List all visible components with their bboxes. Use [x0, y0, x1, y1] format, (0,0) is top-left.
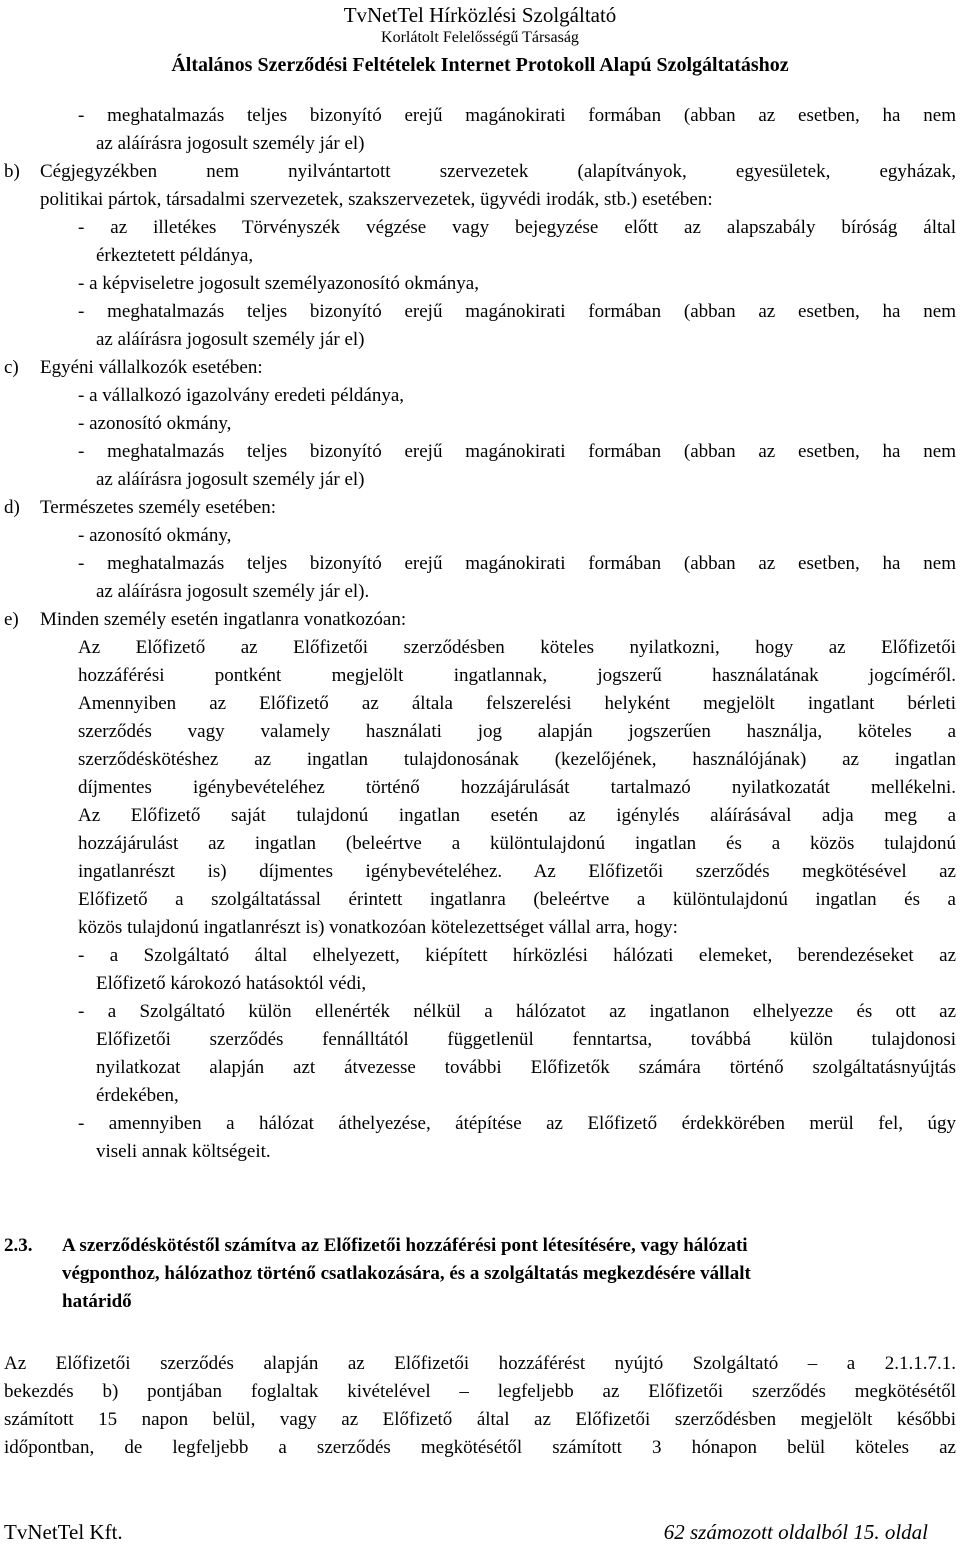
list-item-continuation: Előfizető károkozó hatásoktól védi,: [96, 973, 367, 994]
list-heading-d: [0, 494, 960, 522]
paragraph-line: közös tulajdonú ingatlanrészt is) vonatkozóan kötelezettséget vállal arra, hogy:: [78, 917, 678, 938]
list-item: - az illetékes Törvényszék végzése vagy bejegyzése előtt az alapszabály bíróság által: [78, 217, 956, 238]
section-paragraph: [4, 1350, 956, 1462]
header-document-title: Általános Szerződési Feltételek Internet Protokoll Alapú Szolgáltatáshoz: [171, 54, 789, 76]
list-item-continuation: az aláírásra jogosult személy jár el).: [96, 581, 370, 602]
list-item-continuation: az aláírásra jogosult személy jár el): [96, 133, 365, 154]
section-title-line: határidő: [62, 1291, 132, 1312]
list-item-continuation: az aláírásra jogosult személy jár el): [96, 469, 365, 490]
section-title: [62, 1232, 956, 1316]
section-title-line: végponthoz, hálózathoz történő csatlakozására, és a szolgáltatás megkezdésére vállalt: [62, 1263, 751, 1284]
list-item-continuation: az aláírásra jogosult személy jár el): [96, 329, 365, 350]
list-heading-text: Egyéni vállalkozók esetében:: [40, 357, 263, 378]
footer-page-number: 62 számozott oldalból 15. oldal: [663, 1520, 928, 1544]
list-heading-b: [0, 158, 960, 186]
list-marker: c): [4, 357, 19, 378]
section-number: 2.3.: [4, 1235, 33, 1256]
list-marker: d): [4, 497, 20, 518]
list-item: - a képviseletre jogosult személyazonosító okmánya,: [78, 273, 479, 294]
paragraph-line: hozzájárulást az ingatlan (beleértve a különtulajdonú ingatlan és a közös tulajdonú: [78, 833, 956, 854]
document-body: [0, 102, 960, 1166]
section-heading: [4, 1232, 956, 1316]
list-item: - azonosító okmány,: [78, 413, 232, 434]
paragraph-line: Az Előfizetői szerződés alapján az Előfizetői hozzáférést nyújtó Szolgáltató – a 2.1.1.7.1.: [4, 1353, 956, 1374]
paragraph-line: szerződés vagy valamely használati jog alapján jogszerűen használja, köteles a: [78, 721, 956, 742]
footer-company: TvNetTel Kft.: [4, 1520, 123, 1544]
paragraph-line: Amennyiben az Előfizető az általa felszerelési helyként megjelölt ingatlant bérleti: [78, 693, 956, 714]
paragraph-line: hozzáférési pontként megjelölt ingatlannak, jogszerű használatának jogcíméről.: [78, 665, 956, 686]
paragraph-line: Előfizető a szolgáltatással érintett ingatlanra (beleértve a különtulajdonú ingatlan és a: [78, 889, 956, 910]
list-item-continuation: érkeztetett példánya,: [96, 245, 254, 266]
paragraph-line: szerződéskötéshez az ingatlan tulajdonosának (kezelőjének, használójának) az ingatlan: [78, 749, 956, 770]
list-item: - meghatalmazás teljes bizonyító erejű magánokirati formában (abban az esetben, ha nem: [78, 301, 956, 322]
paragraph-line: díjmentes igénybevételéhez történő hozzájárulását tartalmazó nyilatkozatát mellékelni.: [78, 777, 956, 798]
list-item: - a vállalkozó igazolvány eredeti példánya,: [78, 385, 405, 406]
list-item: - a Szolgáltató által elhelyezett, kiépített hírközlési hálózati elemeket, berendezéseket az: [78, 945, 956, 966]
list-heading-text: Minden személy esetén ingatlanra vonatkozóan:: [40, 609, 407, 630]
list-heading-e: [0, 606, 960, 634]
paragraph-line: ingatlanrészt is) díjmentes igénybevételéhez. Az Előfizetői szerződés megkötésével az: [78, 861, 956, 882]
list-heading-text: Természetes személy esetében:: [40, 497, 277, 518]
list-marker: b): [4, 161, 20, 182]
header-company-form: Korlátolt Felelősségű Társaság: [381, 29, 579, 46]
list-item: - a Szolgáltató külön ellenérték nélkül a hálózatot az ingatlanon elhelyezze és ott az: [78, 1001, 956, 1022]
list-marker: e): [4, 609, 19, 630]
paragraph-line: bekezdés b) pontjában foglaltak kivételével – legfeljebb az Előfizetői szerződés megkötésétől: [4, 1381, 956, 1402]
list-item: - meghatalmazás teljes bizonyító erejű magánokirati formában (abban az esetben, ha nem: [78, 553, 956, 574]
section-title-line: A szerződéskötéstől számítva az Előfizetői hozzáférési pont létesítésére, vagy hálózati: [62, 1235, 748, 1256]
list-item-continuation: viseli annak költségeit.: [96, 1141, 271, 1162]
paragraph-line: Az Előfizető az Előfizetői szerződésben köteles nyilatkozni, hogy az Előfizetői: [78, 637, 956, 658]
paragraph-line: számított 15 napon belül, vagy az Előfizető által az Előfizetői szerződésben megjelölt későbbi: [4, 1409, 956, 1430]
list-item-continuation: érdekében,: [96, 1085, 179, 1106]
list-item: - meghatalmazás teljes bizonyító erejű magánokirati formában (abban az esetben, ha nem: [78, 441, 956, 462]
property-paragraph: [0, 634, 960, 942]
list-heading-continuation: politikai pártok, társadalmi szervezetek, szakszervezetek, ügyvédi irodák, stb.) esetében:: [40, 189, 713, 210]
paragraph-line: Az Előfizető saját tulajdonú ingatlan esetén az igénylés aláírásával adja meg a: [78, 805, 956, 826]
header-company-name: TvNetTel Hírközlési Szolgáltató: [343, 3, 617, 27]
list-item: - amennyiben a hálózat áthelyezése, átépítése az Előfizető érdekkörében merül fel, úgy: [78, 1113, 956, 1134]
list-item-continuation: Előfizetői szerződés fennálltától függetlenül fenntartsa, továbbá külön tulajdonosi: [96, 1029, 956, 1050]
list-heading-c: [0, 354, 960, 382]
obligation-list: [0, 942, 960, 1166]
list-item: - azonosító okmány,: [78, 525, 232, 546]
list-item: - meghatalmazás teljes bizonyító erejű magánokirati formában (abban az esetben, ha nem: [78, 105, 956, 126]
paragraph-line: időpontban, de legfeljebb a szerződés megkötésétől számított 3 hónapon belül köteles az: [4, 1437, 956, 1458]
list-item-continuation: nyilatkozat alapján azt átvezesse további Előfizetők számára történő szolgáltatásnyújtás: [96, 1057, 956, 1078]
list-heading-text: Cégjegyzékben nem nyilvántartott szervezetek (alapítványok, egyesületek, egyházak,: [40, 161, 956, 182]
